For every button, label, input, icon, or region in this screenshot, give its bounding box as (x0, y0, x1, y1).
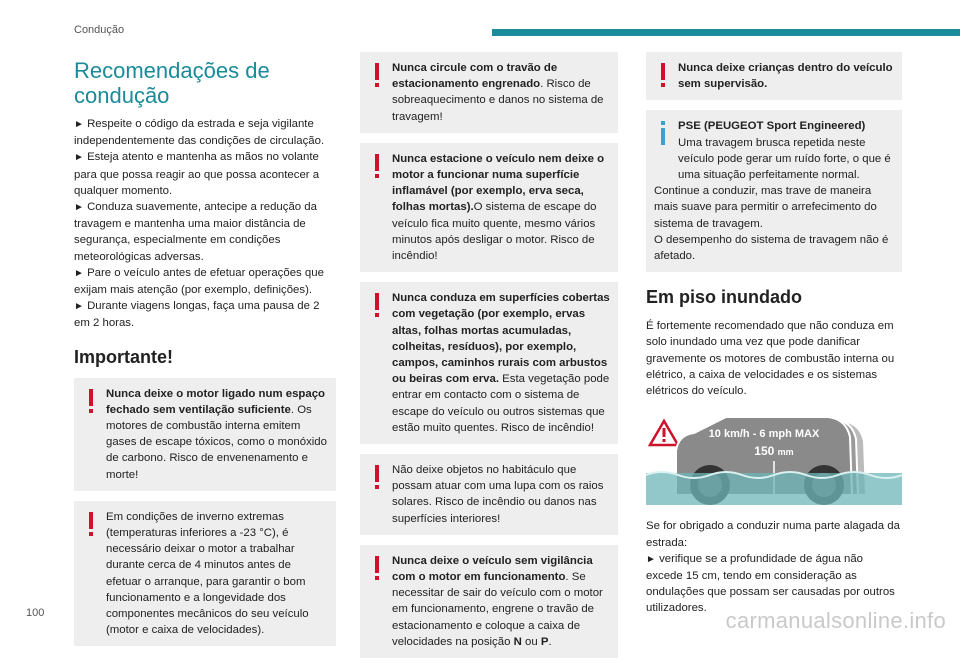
warning-icon (370, 554, 384, 582)
section-label: Condução (74, 24, 125, 36)
page-title: Recomendações de condução (74, 58, 270, 108)
flood-heading: Em piso inundado (646, 287, 802, 308)
warning-box: Em condições de inverno extremas (temperaturas inferiores a -23 °C), é necessário deixar o motor a trabalhar durante cerca de 4 minutos antes de efetuar o arranque, para garantir o bom funcionamento e a longevidade dos componentes mecânicos do seu veículo (motor e caixa de velocidades). (74, 501, 336, 647)
info-icon (656, 119, 670, 147)
bullet-item: ► verifique se a profundidade de água não excede 15 cm, tendo em consideração as ondulações que possam ser causadas por outros utilizadores. (646, 552, 895, 615)
arrow-icon: ► (646, 553, 656, 565)
column-2 (360, 52, 618, 668)
page-number: 100 (26, 607, 45, 619)
warning-box: Nunca estacione o veículo nem deixe o motor a funcionar numa superfície inflamável (por exemplo, erva seca, folhas mortas).O sistema de escape do veículo fica muito quente, mesmo vários minutos após desligar o motor. Risco de incêndio! (360, 143, 618, 272)
warning-box: Nunca deixe o motor ligado num espaço fechado sem ventilação suficiente. Os motores de combustão interna emitem gases de escape tóxicos, como o monóxido de carbono. Risco de envenenamento e morte! (74, 378, 336, 491)
bullet-item: ► Esteja atento e mantenha as mãos no volante para que possa reagir ao que possa acontecer a qualquer momento. (74, 151, 320, 197)
watermark: carmanualsonline.info (725, 608, 946, 633)
info-box: PSE (PEUGEOT Sport Engineered) Uma travagem brusca repetida neste veículo pode gerar um ruído forte, o que é uma situação perfeitamente normal. Continue a conduzir, mas trave de maneira mais suave para permitir o arrefecimento do sistema de travagem. O desempenho do sistema de travagem não é afetado. (646, 110, 902, 272)
warning-box: Nunca conduza em superfícies cobertas com vegetação (por exemplo, ervas altas, folhas mortas acumuladas, colheitas, resíduos), por exemplo, campos, caminhos rurais com arbustos ou beiras com erva. Esta vegetação pode entrar em contacto com o sistema de escape do veículo ou outros sistemas que estão muito quentes. Risco de incêndio! (360, 282, 618, 444)
bullet-list (74, 116, 336, 332)
warning-icon (84, 387, 98, 415)
speed-limit-label: 10 km/h - 6 mph MAX (708, 428, 820, 441)
bullet-item: ► Durante viagens longas, faça uma pausa de 2 em 2 horas. (74, 300, 320, 330)
warning-icon (370, 61, 384, 89)
arrow-icon: ► (74, 301, 84, 313)
after-figure-text: Se for obrigado a conduzir numa parte alagada da estrada: ► verifique se a profundidade de água não excede 15 cm, tendo em consideração as ondulações que possam ser causadas por outros utilizadores. (646, 518, 902, 616)
depth-label: 150 mm (754, 444, 794, 459)
bullet-item: ► Respeite o código da estrada e seja vigilante independentemente das condições de circulação. (74, 118, 325, 148)
bullet-item: ► Conduza suavemente, antecipe a redução da travagem e mantenha uma maior distância de segurança, especialmente em condições meteorológicas adversas. (74, 201, 317, 263)
flood-text: É fortemente recomendado que não conduza em solo inundado uma vez que pode danificar gravemente os motores de combustão interna ou elétrico, a caixa de velocidades e os sistemas elétricos do veículo. (646, 320, 895, 398)
important-heading: Importante! (74, 346, 173, 367)
bullet-item: ► Pare o veículo antes de efetuar operações que exijam mais atenção (por exemplo, definições). (74, 266, 324, 297)
warning-box: Nunca deixe o veículo sem vigilância com o motor em funcionamento. Se necessitar de sair do veículo com o motor em funcionamento, engrene o travão de estacionamento e coloque a caixa de velocidades na posição N ou P. (360, 545, 618, 658)
header-accent-bar (492, 29, 960, 36)
warning-icon (370, 152, 384, 180)
arrow-icon: ► (74, 119, 84, 130)
warning-icon (84, 510, 98, 538)
column-3 (646, 52, 902, 617)
warning-box: Nunca deixe crianças dentro do veículo sem supervisão. (646, 52, 902, 100)
warning-icon (656, 61, 670, 89)
arrow-icon: ► (74, 152, 84, 164)
arrow-icon: ► (74, 267, 84, 279)
warning-icon (370, 291, 384, 319)
warning-icon (370, 463, 384, 491)
warning-box: Nunca circule com o travão de estacionamento engrenado. Risco de sobreaquecimento e danos no sistema de travagem! (360, 52, 618, 133)
warning-box: Não deixe objetos no habitáculo que possam atuar com uma lupa com os raios solares. Risco de incêndio ou danos nas superfícies interiores! (360, 454, 618, 535)
column-1 (74, 52, 336, 656)
flood-illustration (646, 409, 902, 505)
arrow-icon: ► (74, 202, 84, 214)
